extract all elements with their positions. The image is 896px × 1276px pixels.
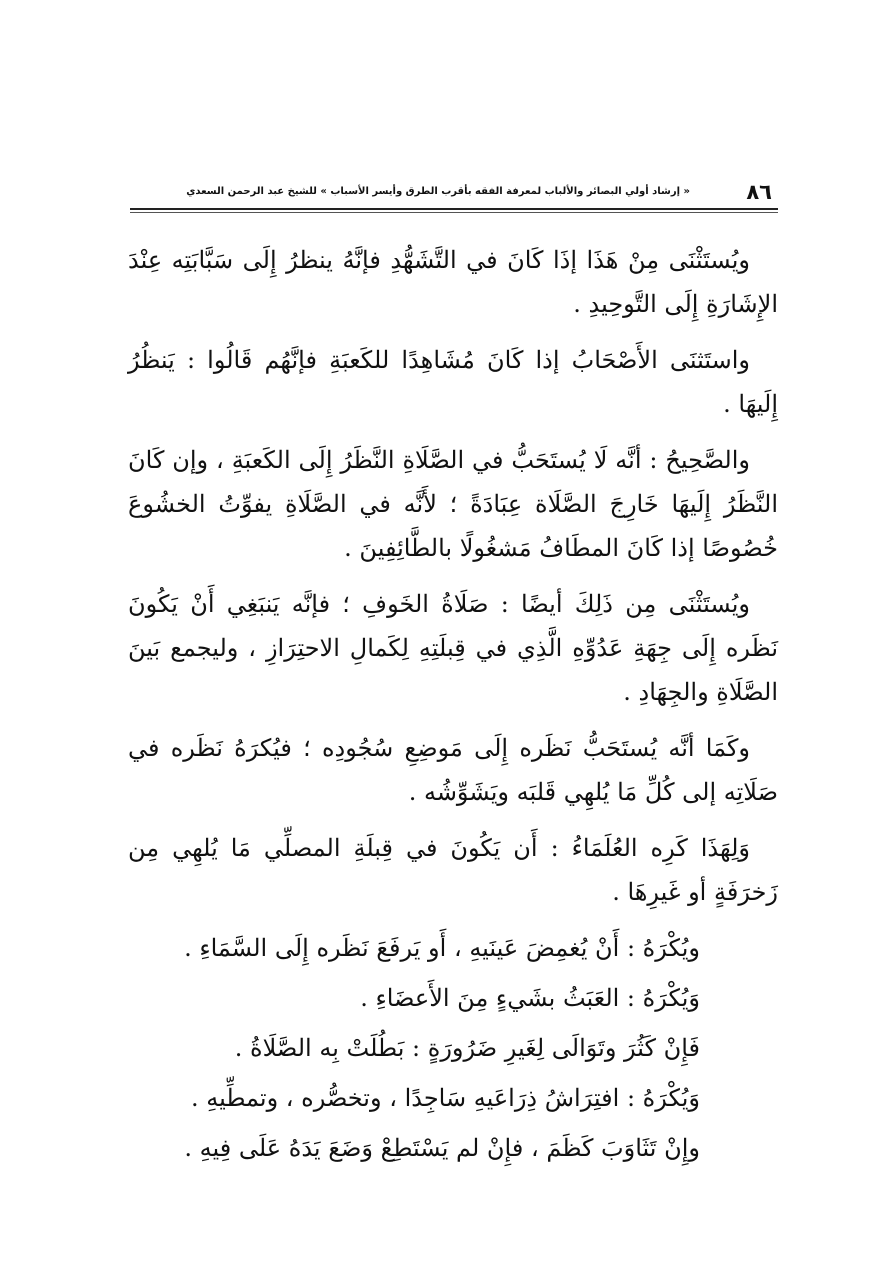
paragraph-2: واستَثنَى الأَصْحَابُ إذا كَانَ مُشَاهِدًا للكَعبَةِ فإنَّهُم قَالُوا : يَنظُرُ إِلَيهَا . (128, 346, 778, 418)
running-header (132, 180, 772, 204)
paragraph-8: وَيُكْرَهُ : العَبَثُ بشَيءٍ مِنَ الأَعضَاءِ . (360, 984, 700, 1012)
paragraph-1: ويُستَثْنَى مِنْ هَذَا إذَا كَانَ في التَّشَهُّدِ فإنَّهُ ينظرُ إِلَى سَبَّابَتِه عِنْدَ الإِشَارَةِ إِلَى التَّوحِيدِ . (128, 246, 778, 318)
header-rule-thin (130, 212, 778, 213)
paragraph-4: ويُستَثْنَى مِن ذَلِكَ أيضًا : صَلَاةُ الخَوفِ ؛ فإنَّه يَنبَغِي أَنْ يَكُونَ نَظَره إِلَى جِهَةِ عَدُوِّهِ الَّذِي في قِبلَتِهِ لِكَمالِ الاحتِرَازِ ، وليجمع بَينَ الصَّلَاةِ والجِهَادِ . (128, 590, 778, 706)
paragraph-6: وَلِهَذَا كَرِه العُلَمَاءُ : أَن يَكُونَ في قِبلَةِ المصلِّي مَا يُلهِي مِن زَخرَفَةٍ أو غَيرِهَا . (128, 834, 778, 906)
paragraph-3: والصَّحِيحُ : أنَّه لَا يُستَحَبُّ في الصَّلَاةِ النَّظَرُ إِلَى الكَعبَةِ ، وإن كَانَ النَّظَرُ إِلَيهَا خَارِجَ الصَّلَاة عِبَادَةً ؛ لأَنَّه في الصَّلَاةِ يفوِّتُ الخشُوعَ خُصُوصًا إذا كَانَ المطَافُ مَشغُولًا بالطَّائِفِينَ . (128, 446, 778, 562)
paragraph-11: وإِنْ تَثَاوَبَ كَظَمَ ، فإِنْ لم يَسْتَطِعْ وَضَعَ يَدَهُ عَلَى فِيهِ . (184, 1134, 700, 1162)
page-number: ٨٦ (746, 180, 772, 204)
paragraph-5: وكَمَا أنَّه يُستَحَبُّ نَظَره إِلَى مَوضِعِ سُجُودِه ؛ فيُكرَهُ نَظَره في صَلَاتِه إلى كُلِّ مَا يُلهِي قَلبَه ويَشَوِّشُه . (128, 734, 778, 806)
body-text (128, 238, 778, 1176)
paragraph-7: ويُكْرَهُ : أَنْ يُغمِضَ عَينَيهِ ، أَو يَرفَعَ نَظَره إِلَى السَّمَاءِ . (184, 934, 700, 962)
paragraph-10: وَيُكْرَهُ : افتِرَاشُ ذِرَاعَيهِ سَاجِدًا ، وتخصُّره ، وتمطِّيهِ . (190, 1084, 700, 1112)
running-title: « إرشاد أولي البصائر والألباب لمعرفة الفقه بأقرب الطرق وأيسر الأسباب » للشيخ عبد الرحمن السعدي (186, 186, 690, 197)
paragraph-9: فَإِنْ كَثُرَ وتَوَالَى لِغَيرِ ضَرُورَةٍ : بَطُلَتْ بِه الصَّلَاةُ . (234, 1034, 700, 1062)
header-rule (130, 208, 778, 210)
